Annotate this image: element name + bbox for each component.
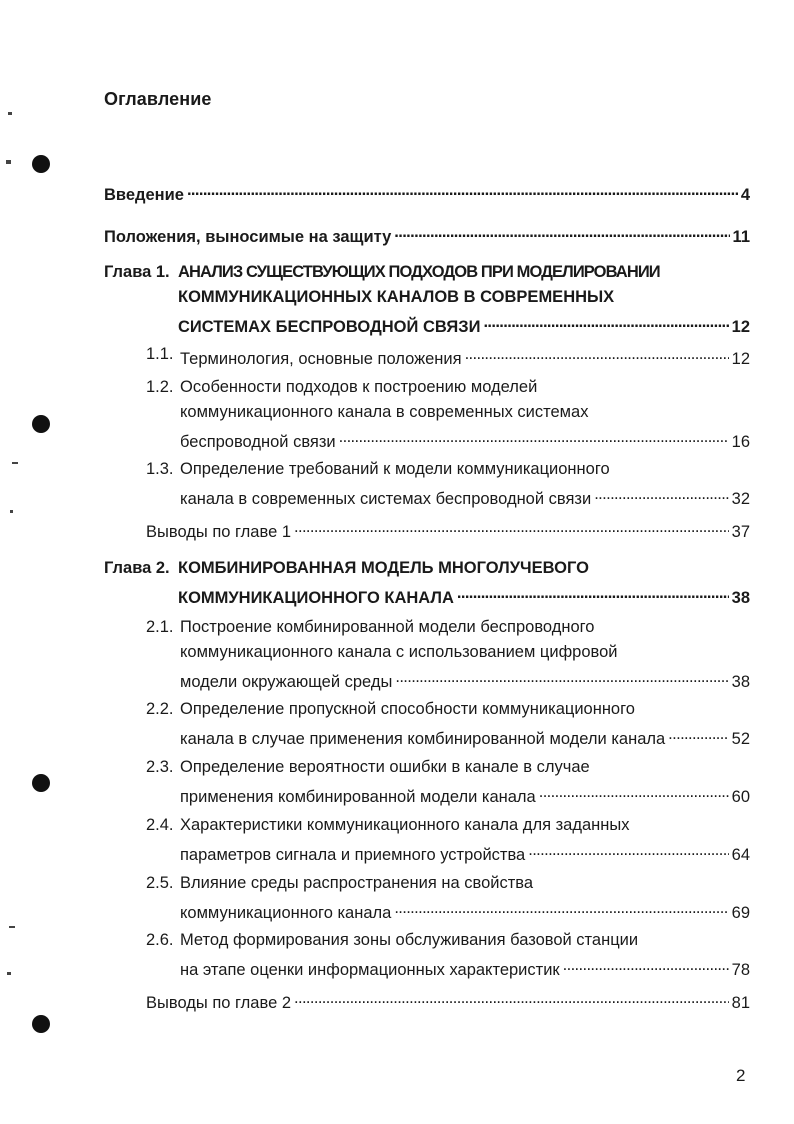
leader-dots	[457, 583, 729, 603]
leader-dots	[294, 517, 729, 537]
toc-page-number: 60	[731, 788, 750, 806]
scan-speck	[6, 160, 11, 164]
toc-page-number: 38	[731, 589, 750, 607]
scan-speck	[7, 972, 11, 975]
page-number: 2	[736, 1066, 746, 1085]
toc-entry-text: коммуникационного канала	[180, 904, 392, 922]
toc-entry-1-1[interactable]	[180, 344, 750, 369]
toc-page-number: 16	[731, 433, 750, 451]
toc-entry-text: применения комбинированной модели канала	[180, 788, 536, 806]
section-number: 1.1.	[146, 345, 174, 363]
section-title-line[interactable]: Определение требований к модели коммуникационного	[180, 460, 610, 478]
toc-page-number: 81	[731, 994, 750, 1012]
binder-hole	[32, 774, 50, 792]
section-title-line[interactable]: Метод формирования зоны обслуживания базовой станции	[180, 931, 639, 949]
leader-dots	[563, 955, 729, 975]
toc-page-number: 78	[731, 961, 750, 979]
toc-page-number: 12	[731, 350, 750, 368]
section-number: 1.2.	[146, 378, 174, 396]
toc-page-number: 38	[731, 673, 750, 691]
chapter-title-line[interactable]: КОММУНИКАЦИОННЫХ КАНАЛОВ В СОВРЕМЕННЫХ	[178, 288, 615, 306]
toc-entry-1-3[interactable]	[180, 484, 750, 509]
leader-dots	[339, 427, 729, 447]
leader-dots	[394, 222, 729, 242]
leader-dots	[539, 782, 729, 802]
chapter-prefix: Глава 1.	[104, 263, 170, 281]
toc-entry-theses[interactable]	[104, 222, 750, 247]
section-number: 1.3.	[146, 460, 174, 478]
section-title-line[interactable]: Определение пропускной способности коммуникационного	[180, 700, 635, 718]
toc-page-number: 69	[731, 904, 750, 922]
toc-page-number: 52	[731, 730, 750, 748]
toc-entry-text: канала в случае применения комбинированной модели канала	[180, 730, 666, 748]
section-title-line[interactable]: коммуникационного канала с использованием цифровой	[180, 643, 618, 661]
toc-entry-1-2[interactable]	[180, 427, 750, 452]
scan-speck	[10, 510, 13, 513]
leader-dots	[483, 312, 728, 332]
toc-title: Оглавление	[104, 89, 212, 109]
section-title-line[interactable]: Построение комбинированной модели беспроводного	[180, 618, 595, 636]
leader-dots	[394, 898, 728, 918]
toc-entry-text: КОММУНИКАЦИОННОГО КАНАЛА	[178, 589, 454, 607]
section-number: 2.1.	[146, 618, 174, 636]
toc-entry-text: Терминология, основные положения	[180, 350, 462, 368]
toc-entry-text: Положения, выносимые на защиту	[104, 228, 392, 246]
leader-dots	[594, 484, 728, 504]
chapter-prefix: Глава 2.	[104, 559, 170, 577]
toc-entry-2-5[interactable]	[180, 898, 750, 923]
toc-entry-text: Выводы по главе 2	[146, 994, 292, 1012]
leader-dots	[294, 988, 729, 1008]
scan-speck	[8, 112, 12, 115]
toc-entry-text: параметров сигнала и приемного устройства	[180, 846, 526, 864]
toc-page-number: 11	[732, 228, 750, 246]
toc-entry-ch2[interactable]	[178, 583, 750, 608]
toc-entry-text: модели окружающей среды	[180, 673, 393, 691]
leader-dots	[187, 180, 738, 200]
toc-page-number: 64	[731, 846, 750, 864]
toc-entry-text: Выводы по главе 1	[146, 523, 292, 541]
toc-entry-2-2[interactable]	[180, 724, 750, 749]
section-title-line[interactable]: Характеристики коммуникационного канала для заданных	[180, 816, 630, 834]
section-number: 2.2.	[146, 700, 174, 718]
section-number: 2.4.	[146, 816, 174, 834]
toc-page-number: 12	[731, 318, 750, 336]
chapter-title-line[interactable]: АНАЛИЗ СУЩЕСТВУЮЩИХ ПОДХОДОВ ПРИ МОДЕЛИРОВАНИИ	[178, 263, 660, 281]
section-title-line[interactable]: коммуникационного канала в современных системах	[180, 403, 589, 421]
toc-entry-2-6[interactable]	[180, 955, 750, 980]
toc-entry-intro[interactable]	[104, 180, 750, 205]
leader-dots	[465, 344, 729, 364]
binder-hole	[32, 155, 50, 173]
toc-entry-ch1[interactable]	[178, 312, 750, 337]
toc-entry-text: СИСТЕМАХ БЕСПРОВОДНОЙ СВЯЗИ	[178, 318, 481, 336]
toc-page-number: 37	[731, 523, 750, 541]
chapter-title-line[interactable]: КОМБИНИРОВАННАЯ МОДЕЛЬ МНОГОЛУЧЕВОГО	[178, 559, 589, 577]
toc-page-number: 32	[731, 490, 750, 508]
scan-speck	[12, 462, 18, 464]
section-number: 2.5.	[146, 874, 174, 892]
toc-entry-text: канала в современных системах беспроводной связи	[180, 490, 592, 508]
toc-entry-text: беспроводной связи	[180, 433, 336, 451]
toc-entry-2-1[interactable]	[180, 667, 750, 692]
section-title-line[interactable]: Определение вероятности ошибки в канале в случае	[180, 758, 590, 776]
toc-entry-conclusions-2[interactable]	[146, 988, 750, 1013]
leader-dots	[395, 667, 728, 687]
leader-dots	[528, 840, 728, 860]
section-number: 2.3.	[146, 758, 174, 776]
toc-entry-conclusions-1[interactable]	[146, 517, 750, 542]
section-title-line[interactable]: Влияние среды распространения на свойства	[180, 874, 534, 892]
scan-speck	[9, 926, 15, 928]
toc-entry-2-4[interactable]	[180, 840, 750, 865]
binder-hole	[32, 415, 50, 433]
leader-dots	[668, 724, 728, 744]
binder-hole	[32, 1015, 50, 1033]
toc-page-number: 4	[740, 186, 750, 204]
toc-entry-text: на этапе оценки информационных характеристик	[180, 961, 560, 979]
toc-entry-2-3[interactable]	[180, 782, 750, 807]
toc-entry-text: Введение	[104, 186, 184, 204]
section-title-line[interactable]: Особенности подходов к построению моделей	[180, 378, 538, 396]
section-number: 2.6.	[146, 931, 174, 949]
